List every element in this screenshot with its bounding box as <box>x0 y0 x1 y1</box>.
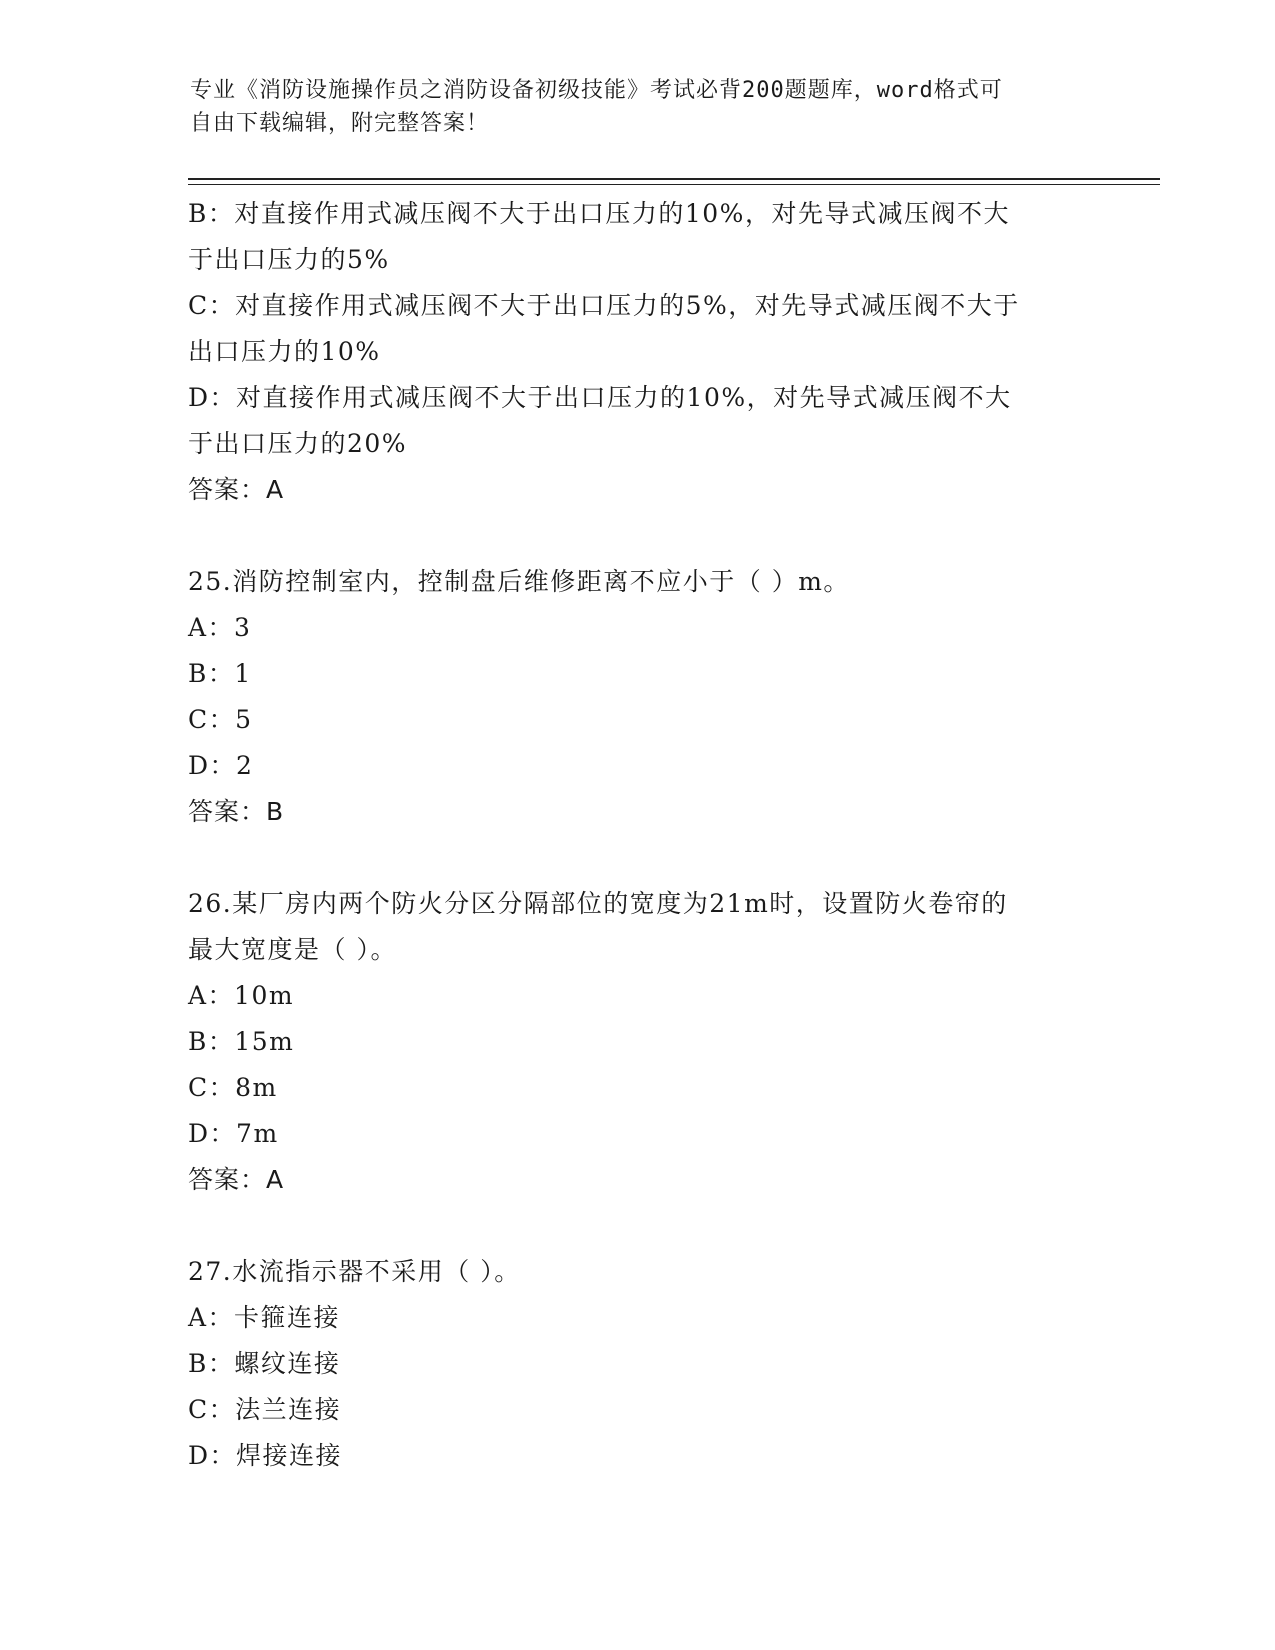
option-d-cont: 于出口压力的20% <box>188 429 408 458</box>
question-text: 25.消防控制室内，控制盘后维修距离不应小于（ ）m。 <box>188 567 850 596</box>
question-27 <box>188 1249 1088 1479</box>
option-b: B：对直接作用式减压阀不大于出口压力的10%，对先导式减压阀不大 <box>188 199 1010 228</box>
option-c: C：法兰连接 <box>188 1395 342 1424</box>
option-d: D：焊接连接 <box>188 1441 343 1470</box>
header-line-2: 自由下载编辑，附完整答案！ <box>190 111 490 136</box>
option-c-cont: 出口压力的10% <box>188 337 381 366</box>
option-a: A：10m <box>188 981 295 1010</box>
spacer <box>188 513 1088 559</box>
question-text-cont: 最大宽度是（ ）。 <box>188 935 397 964</box>
answer: 答案：B <box>188 797 285 826</box>
question-26 <box>188 881 1088 1203</box>
answer: 答案：A <box>188 475 285 504</box>
option-c: C：8m <box>188 1073 278 1102</box>
option-c: C：5 <box>188 705 253 734</box>
spacer <box>188 835 1088 881</box>
option-b: B：15m <box>188 1027 295 1056</box>
document-body <box>188 191 1088 1479</box>
option-d: D：2 <box>188 751 254 780</box>
option-b-cont: 于出口压力的5% <box>188 245 390 274</box>
spacer <box>188 1203 1088 1249</box>
option-a: A：3 <box>188 613 252 642</box>
option-b: B：1 <box>188 659 252 688</box>
option-a: A：卡箍连接 <box>188 1303 341 1332</box>
document-header <box>190 74 1090 140</box>
option-b: B：螺纹连接 <box>188 1349 341 1378</box>
header-line-1: 专业《消防设施操作员之消防设备初级技能》考试必背200题题库，word格式可 <box>190 78 1003 103</box>
question-text: 26.某厂房内两个防火分区分隔部位的宽度为21m时，设置防火卷帘的 <box>188 889 1008 918</box>
header-rule-thin <box>188 184 1160 185</box>
option-c: C：对直接作用式减压阀不大于出口压力的5%，对先导式减压阀不大于 <box>188 291 1020 320</box>
option-d: D：对直接作用式减压阀不大于出口压力的10%，对先导式减压阀不大 <box>188 383 1012 412</box>
answer: 答案：A <box>188 1165 285 1194</box>
option-d: D：7m <box>188 1119 279 1148</box>
header-rule-thick <box>188 178 1160 180</box>
question-25 <box>188 559 1088 835</box>
question-24-continuation <box>188 191 1088 513</box>
question-text: 27.水流指示器不采用（ ）。 <box>188 1257 521 1286</box>
